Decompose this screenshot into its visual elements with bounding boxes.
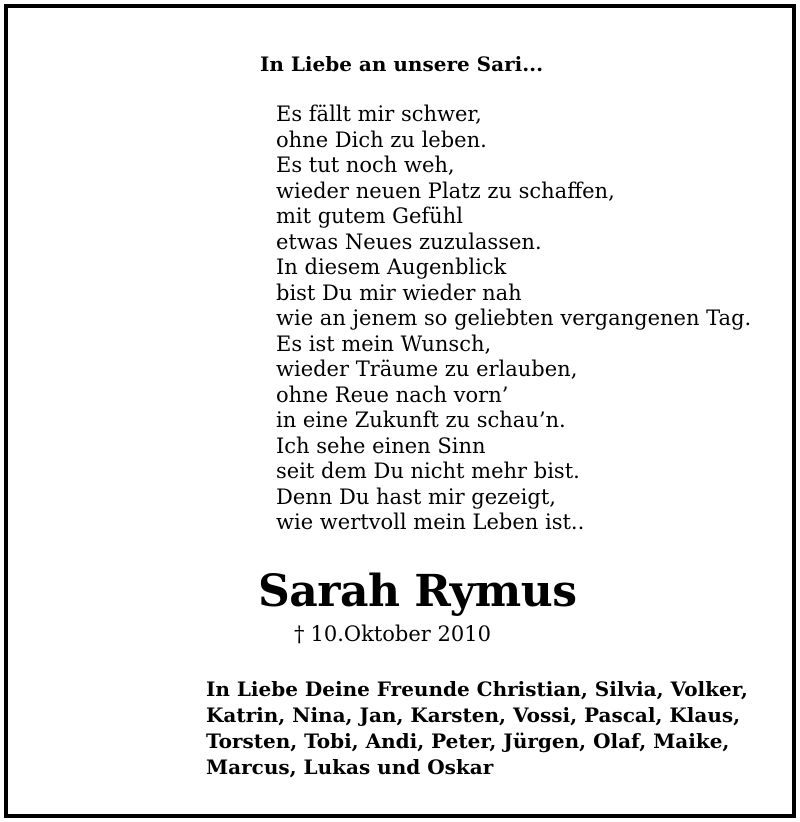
- poem-line: Denn Du hast mir gezeigt,: [276, 484, 556, 509]
- poem-line: Es fällt mir schwer,: [276, 102, 482, 126]
- poem-line: wieder Träume zu erlauben,: [276, 357, 578, 381]
- poem-line: in eine Zukunft zu schau’n.: [276, 408, 566, 432]
- poem-line: Es ist mein Wunsch,: [276, 331, 492, 356]
- poem-line: Ich sehe einen Sinn: [276, 433, 486, 458]
- obituary-heading: In Liebe an unsere Sari...: [260, 52, 544, 76]
- poem-line: wie an jenem so geliebten vergangenen Tag.: [276, 306, 752, 330]
- poem-line: wieder neuen Platz zu schaffen,: [276, 178, 615, 203]
- poem-line: mit gutem Gefühl: [276, 204, 463, 228]
- poem-line: etwas Neues zuzulassen.: [276, 229, 542, 254]
- obituary-frame: [4, 4, 796, 818]
- deceased-name: Sarah Rymus: [258, 566, 577, 617]
- death-date-line: [294, 622, 491, 646]
- poem: [276, 102, 751, 536]
- signature: In Liebe Deine Freunde Christian, Silvia, Volker, Katrin, Nina, Jan, Karsten, Vossi, Pascal, Klaus, Torsten, Tobi, Andi, Peter, Jürgen, Olaf, Maike, Marcus, Lukas und Oskar: [206, 677, 748, 779]
- poem-line: seit dem Du nicht mehr bist.: [276, 459, 580, 483]
- poem-line: wie wertvoll mein Leben ist..: [276, 510, 585, 534]
- poem-line: ohne Reue nach vorn’: [276, 382, 509, 407]
- poem-line: Es tut noch weh,: [276, 153, 455, 177]
- cross-icon: †: [294, 622, 305, 646]
- poem-line: In diesem Augenblick: [276, 255, 507, 279]
- death-date: 10.Oktober 2010: [310, 622, 491, 646]
- poem-line: ohne Dich zu leben.: [276, 127, 487, 152]
- poem-line: bist Du mir wieder nah: [276, 280, 522, 305]
